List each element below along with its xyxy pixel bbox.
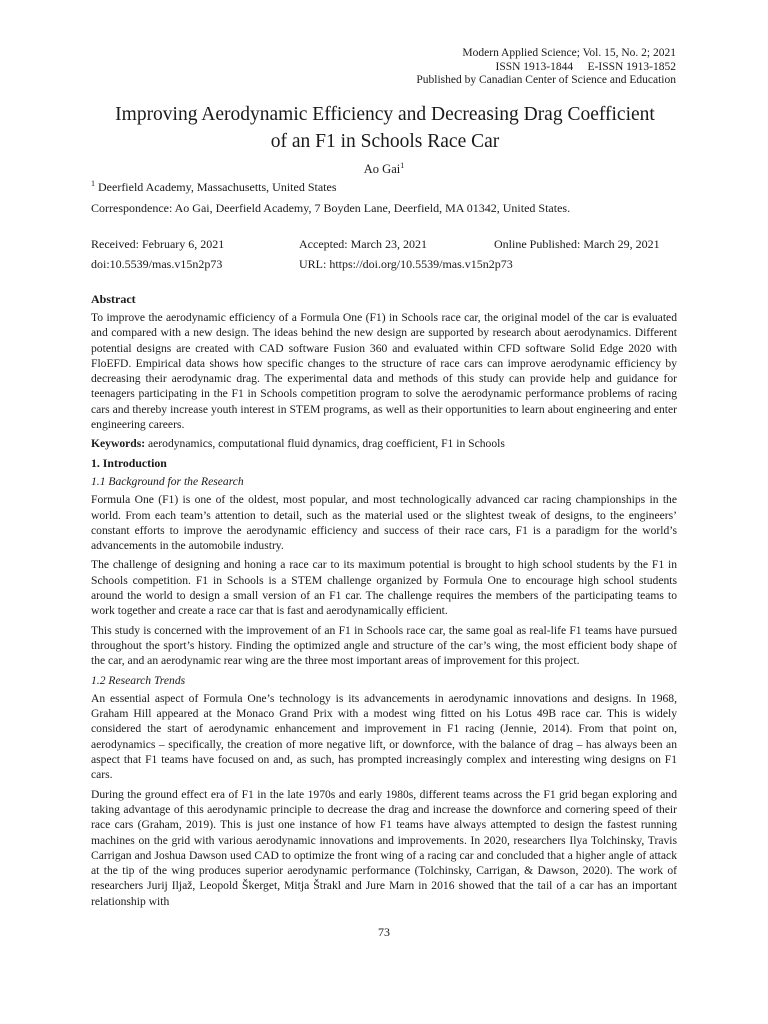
affiliation-superscript: 1 [91,179,95,188]
url-link[interactable]: URL: https://doi.org/10.5539/mas.v15n2p73 [299,257,513,271]
paragraph: This study is concerned with the improvement of an F1 in Schools race car, the same goal as real-life F1 teams have pursued throughout the sport’s history. Finding the optimized angle and structure of the car’s wing, the most efficient body shape of the car, and an aerodynamic rear wing are the three most important areas of improvement for this project. [91,623,677,668]
doi-link[interactable]: doi:10.5539/mas.v15n2p73 [91,257,223,271]
received-date: Received: February 6, 2021 [91,237,225,251]
publisher-line: Published by Canadian Center of Science and Education [416,74,676,87]
keywords [91,436,677,451]
keywords-label: Keywords: [91,437,146,451]
paragraph: During the ground effect era of F1 in the late 1970s and early 1980s, different teams across the F1 grid began exploring and taking advantage of this aerodynamic principle to decrease the drag and increase the downforce and cornering speed of their race cars (Graham, 2019). This is just one instance of how F1 teams have always attempted to design the fastest running machines on the grid with various aerodynamic innovations and improvements. In 2020, researchers Ilya Tolchinsky, Travis Carrigan and Joshua Dawson used CAD to optimize the front wing of a racing car and concluded that a higher angle of attack at the tip of the wing produces superior aerodynamic performance (Tolchinsky, Carrigan, & Dawson, 2020). The work of researchers Jurij Iljaž, Leopold Škerget, Mitja Štrakl and Jure Marn in 2016 showed that the tail of a car has an important relationship with [91,787,677,908]
abstract-heading: Abstract [91,292,136,306]
body-text [91,310,677,913]
title-line-2: of an F1 in Schools Race Car [270,131,500,152]
abstract-text: To improve the aerodynamic efficiency of a Formula One (F1) in Schools race car, the original model of the car is evaluated and compared with a new design. The ideas behind the new design are supported by research about aerodynamics. Different potential designs are created with CAD software Fusion 360 and evaluated within CFD software Solid Edge 2020 with FloEFD. Empirical data shows how specific changes to the structure of race cars can improve aerodynamic efficiency by decreasing their aerodynamic drag. The experimental data and methods of this study can provide help and guidance for teenagers participating in the F1 in Schools competition program to solve the aerodynamic performance problems of racing cars and thereby increase youth interest in STEM programs, as well as their opportunities to learn about engineering and enter engineering careers. [91,311,677,432]
subsection-heading-research-trends: 1.2 Research Trends [91,673,186,687]
accepted-date: Accepted: March 23, 2021 [299,237,427,251]
paragraph: An essential aspect of Formula One’s technology is its advancements in aerodynamic innovations and designs. In 1968, Graham Hill appeared at the Monaco Grand Prix with a modest wing fitted on his Lotus 49B race car. This is widely considered the start of aerodynamic enhancement and improvement in F1 racing (Jennie, 2014). From that point on, aerodynamics – specifically, the creation of more negative lift, or downforce, with the balance of drag – has always been an aspect that F1 teams have focused on and, as such, has prompted increasingly complex and interesting wing designs on F1 cars. [91,691,677,782]
author-name: Ao Gai [363,162,401,177]
paragraph: Formula One (F1) is one of the oldest, most popular, and most technologically advanced car racing championships in the world. From each team’s attention to detail, such as the material used or the slightest tweak of designs, to the engineers’ constant efforts to improve the aerodynamic efficiency and success of their race cars, F1 is a paradigm for the world’s advancements in the automobile industry. [91,493,677,553]
paragraph: The challenge of designing and honing a race car to its maximum potential is brought to high school students by the F1 in Schools competition. F1 in Schools is a STEM challenge organized by Formula One to encourage high school students around the world to design a small version of an F1 car. The challenge requires the members of the participating teams to work together and create a race car that is fast and aerodynamically efficient. [91,558,677,618]
author-superscript: 1 [400,161,405,170]
issn-line: ISSN 1913-1844 E-ISSN 1913-1852 [495,60,676,73]
journal-header [416,47,676,88]
section-heading-introduction: 1. Introduction [91,455,167,470]
title-line-1: Improving Aerodynamic Efficiency and Decreasing Drag Coefficient [115,104,655,125]
correspondence: Correspondence: Ao Gai, Deerfield Academy, 7 Boyden Lane, Deerfield, MA 01342, United States. [91,201,571,215]
subsection-heading-background: 1.1 Background for the Research [91,474,244,488]
keywords-text: aerodynamics, computational fluid dynamics, drag coefficient, F1 in Schools [145,437,505,451]
affiliation-text: Deerfield Academy, Massachusetts, United States [95,180,337,194]
page-number: 73 [378,925,390,939]
published-date: Online Published: March 29, 2021 [494,237,660,251]
journal-line: Modern Applied Science; Vol. 15, No. 2; 2021 [462,47,676,59]
affiliation [91,179,337,195]
paper-title [60,101,710,155]
author-line [0,161,768,177]
